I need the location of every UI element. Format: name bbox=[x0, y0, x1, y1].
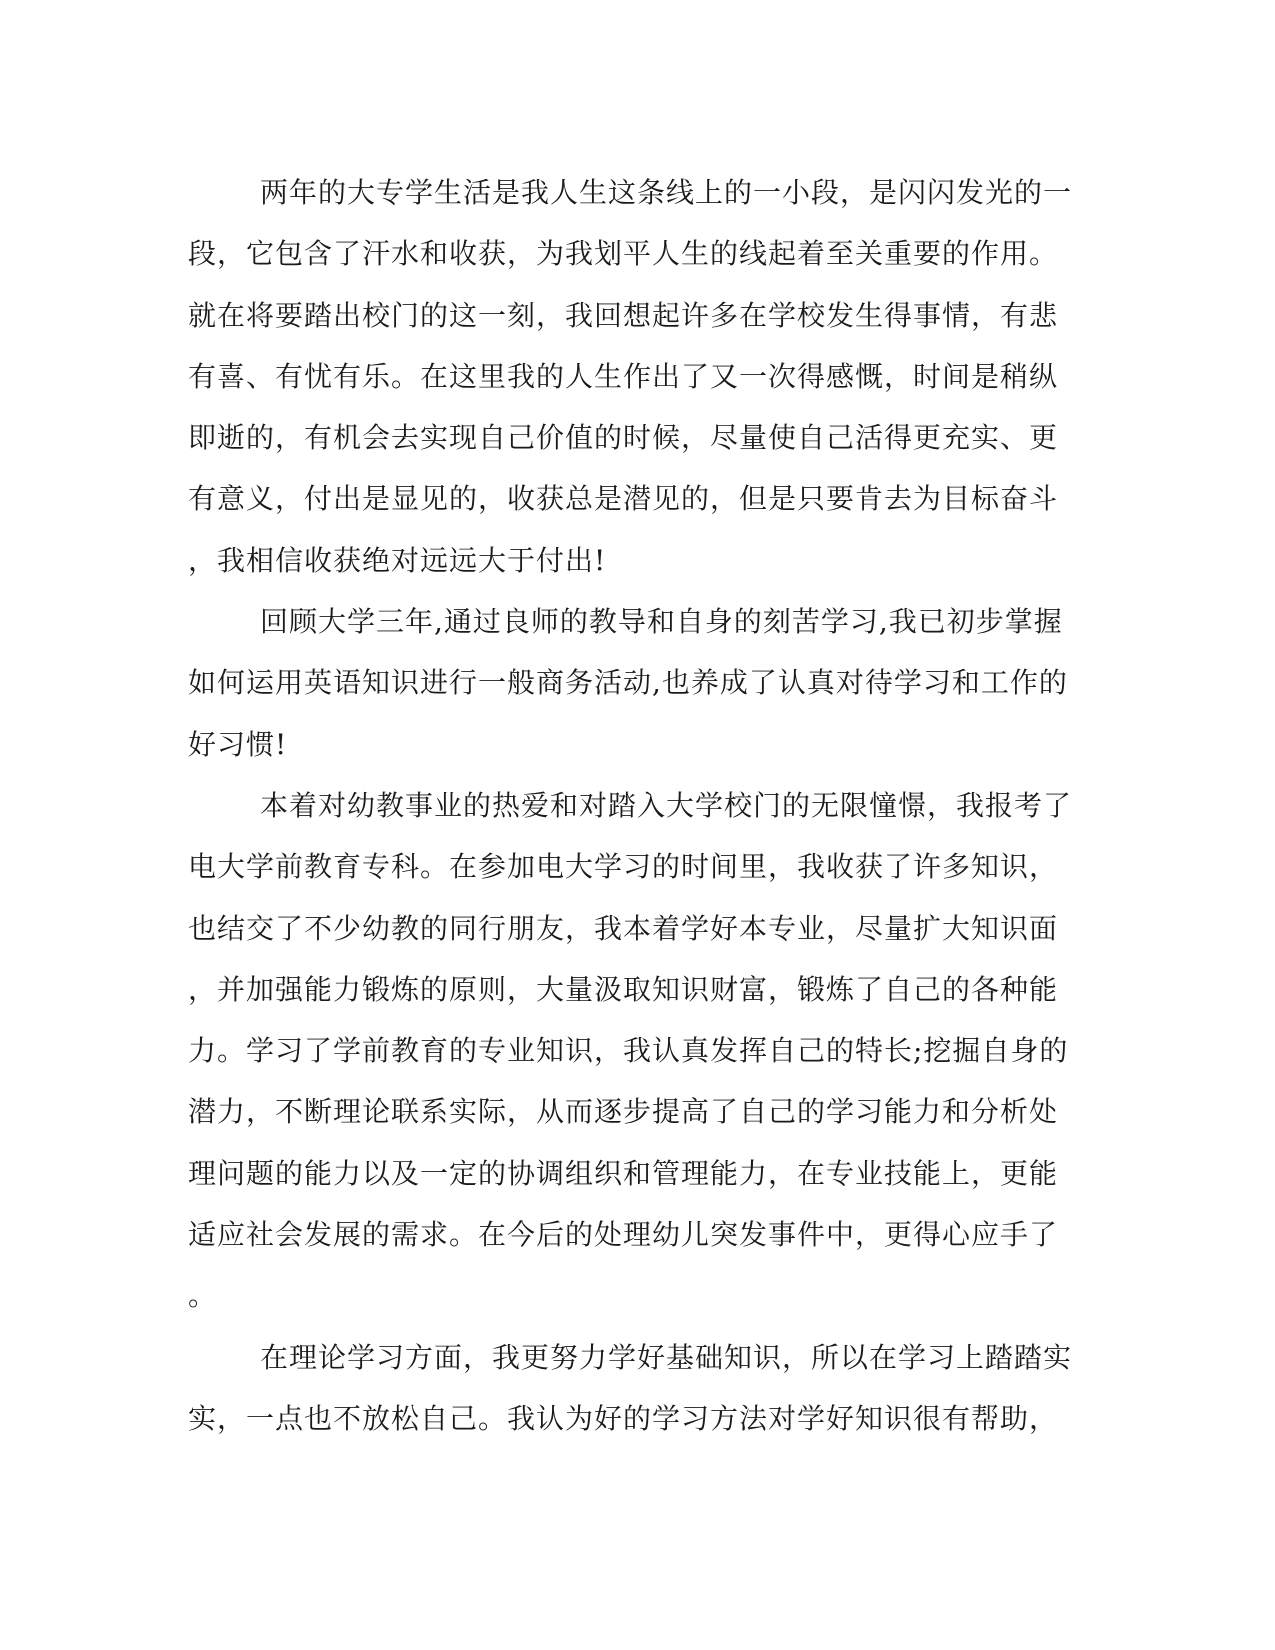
text-line: 好习惯! bbox=[188, 727, 288, 761]
text-line: 如何运用英语知识进行一般商务活动,也养成了认真对待学习和工作的 bbox=[188, 666, 1068, 700]
text-line: 力。学习了学前教育的专业知识，我认真发挥自己的特长;挖掘自身的 bbox=[188, 1034, 1069, 1068]
text-line: 有喜、有忧有乐。在这里我的人生作出了又一次得感慨，时间是稍纵 bbox=[188, 359, 1059, 393]
text-line: 在理论学习方面，我更努力学好基础知识，所以在学习上踏踏实 bbox=[260, 1340, 1073, 1374]
text-line: 适应社会发展的需求。在今后的处理幼儿突发事件中，更得心应手了 bbox=[188, 1218, 1059, 1252]
text-line: 电大学前教育专科。在参加电大学习的时间里，我收获了许多知识， bbox=[188, 850, 1059, 884]
text-line: 就在将要踏出校门的这一刻，我回想起许多在学校发生得事情，有悲 bbox=[188, 298, 1059, 332]
text-line: ，我相信收获绝对远远大于付出! bbox=[188, 543, 607, 577]
text-line: 也结交了不少幼教的同行朋友，我本着学好本专业，尽量扩大知识面 bbox=[188, 911, 1059, 945]
text-line: 回顾大学三年,通过良师的教导和自身的刻苦学习,我已初步掌握 bbox=[260, 605, 1063, 639]
text-line: ，并加强能力锻炼的原则，大量汲取知识财富，锻炼了自己的各种能 bbox=[188, 972, 1059, 1006]
text-line: 潜力，不断理论联系实际，从而逐步提高了自己的学习能力和分析处 bbox=[188, 1095, 1059, 1129]
text-line: 即逝的，有机会去实现自己价值的时候，尽量使自己活得更充实、更 bbox=[188, 421, 1059, 455]
text-line: 。 bbox=[188, 1279, 218, 1313]
text-line: 本着对幼教事业的热爱和对踏入大学校门的无限憧憬，我报考了 bbox=[260, 788, 1073, 822]
body-text bbox=[188, 162, 1088, 1449]
text-line: 实，一点也不放松自己。我认为好的学习方法对学好知识很有帮助， bbox=[188, 1401, 1059, 1435]
text-line: 理问题的能力以及一定的协调组织和管理能力，在专业技能上，更能 bbox=[188, 1156, 1059, 1190]
text-line: 有意义，付出是显见的，收获总是潜见的，但是只要肯去为目标奋斗 bbox=[188, 482, 1059, 516]
text-line: 两年的大专学生活是我人生这条线上的一小段，是闪闪发光的一 bbox=[260, 176, 1073, 209]
text-line: 段，它包含了汗水和收获，为我划平人生的线起着至关重要的作用。 bbox=[188, 237, 1059, 271]
